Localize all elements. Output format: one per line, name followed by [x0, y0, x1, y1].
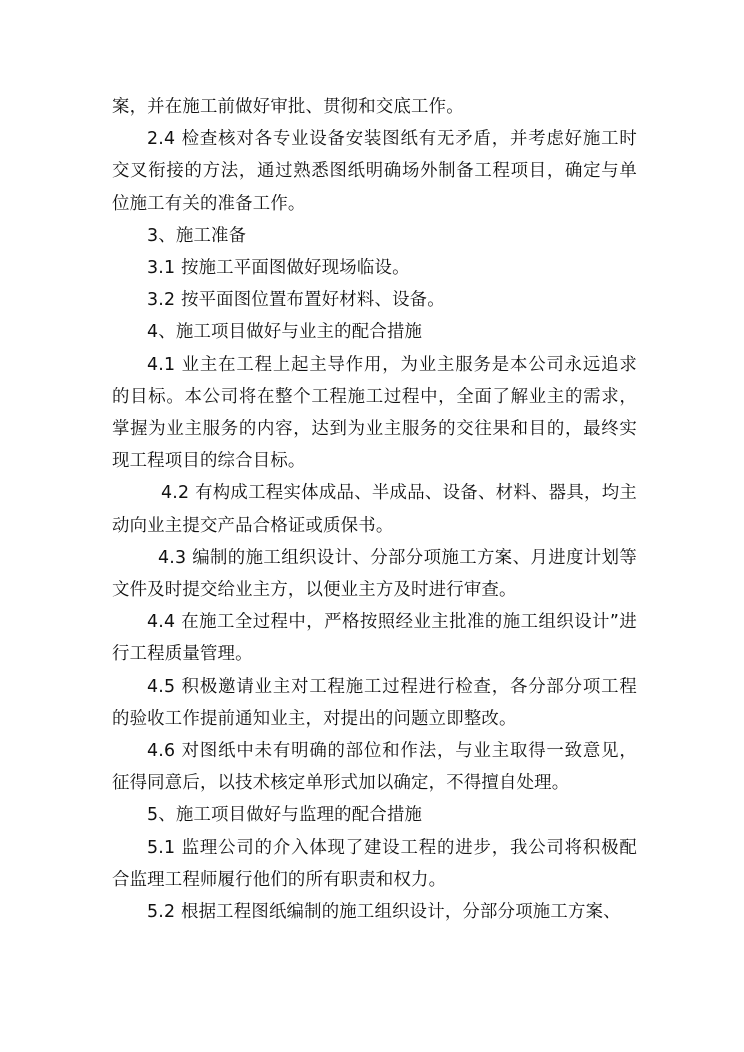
paragraph-4-3: 4.3 编制的施工组织设计、分部分项施工方案、月进度计划等文件及时提交给业主方，以便业主方及时进行审查。: [112, 547, 637, 601]
paragraph-5-2: 5.2 根据工程图纸编制的施工组织设计，分部分项施工方案、: [147, 902, 621, 923]
paragraph-4-6: 4.6 对图纸中未有明确的部位和作法，与业主取得一致意见，征得同意后，以技术核定单形式加以确定，不得擅自处理。: [112, 741, 637, 794]
paragraph-4-1: 4.1 业主在工程上起主导作用，为业主服务是本公司永远追求的目标。本公司将在整个工程施工过程中，全面了解业主的需求，掌握为业主服务的内容，达到为业主服务的交往果和目的，最终实现工程项目的综合目标。: [112, 354, 637, 472]
paragraph-4-5: 4.5 积极邀请业主对工程施工过程进行检查，各分部分项工程的验收工作提前通知业主，对提出的问题立即整改。: [112, 676, 637, 729]
paragraph-continuation: 案，并在施工前做好审批、贯彻和交底工作。: [112, 97, 464, 117]
paragraph-3-2: 3.2 按平面图位置布置好材料、设备。: [147, 290, 445, 311]
paragraph-5-1: 5.1 监理公司的介入体现了建设工程的进步，我公司将积极配合监理工程师履行他们的所有职责和权力。: [112, 837, 637, 890]
paragraph-4-4: 4.4 在施工全过程中，严格按照经业主批准的施工组织设计”进行工程质量管理。: [112, 612, 637, 665]
paragraph-4-2: 4.2 有构成工程实体成品、半成品、设备、材料、器具，均主动向业主提交产品合格证或质保书。: [112, 483, 637, 536]
paragraph-2-4: 2.4 检查核对各专业设备安装图纸有无矛盾，并考虑好施工时交叉衔接的方法，通过熟悉图纸明确场外制备工程项目，确定与单位施工有关的准备工作。: [112, 129, 637, 214]
heading-3-construction-prep: 3、施工准备: [147, 225, 247, 246]
paragraph-3-1: 3.1 按施工平面图做好现场临设。: [147, 258, 410, 279]
heading-4-owner-coordination: 4、施工项目做好与业主的配合措施: [147, 322, 423, 343]
heading-5-supervision-coordination: 5、施工项目做好与监理的配合措施: [147, 805, 423, 826]
document-body: [112, 91, 637, 928]
